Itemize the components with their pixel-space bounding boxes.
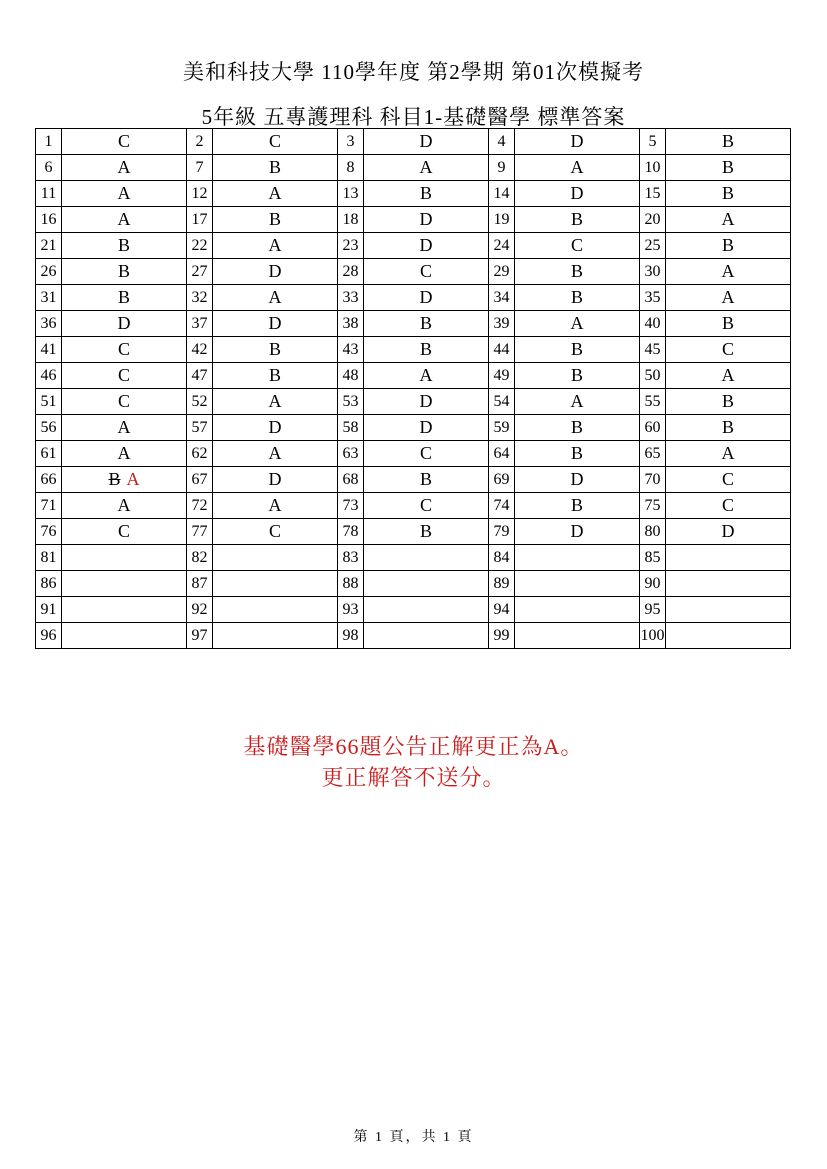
question-number-cell: 45 <box>640 337 666 363</box>
answer-cell: A <box>666 259 791 285</box>
answer-cell <box>62 571 187 597</box>
answer-cell: D <box>213 311 338 337</box>
question-number-cell: 72 <box>187 493 213 519</box>
answer-cell: A <box>515 311 640 337</box>
question-number-cell: 13 <box>338 181 364 207</box>
answer-cell: D <box>364 389 489 415</box>
question-number-cell: 26 <box>36 259 62 285</box>
answer-cell: D <box>364 233 489 259</box>
answer-cell: B <box>666 129 791 155</box>
question-number-cell: 48 <box>338 363 364 389</box>
answer-cell: A <box>666 207 791 233</box>
answer-cell: C <box>364 259 489 285</box>
question-number-cell: 95 <box>640 597 666 623</box>
question-number-cell: 86 <box>36 571 62 597</box>
question-number-cell: 9 <box>489 155 515 181</box>
question-number-cell: 64 <box>489 441 515 467</box>
answer-row <box>36 545 791 571</box>
question-number-cell: 88 <box>338 571 364 597</box>
answer-row <box>36 207 791 233</box>
question-number-cell: 53 <box>338 389 364 415</box>
question-number-cell: 83 <box>338 545 364 571</box>
question-number-cell: 33 <box>338 285 364 311</box>
answer-cell: A <box>515 389 640 415</box>
answer-cell: A <box>666 363 791 389</box>
document-title-line1: 美和科技大學 110學年度 第2學期 第01次模擬考 <box>183 60 644 84</box>
answer-cell: A <box>515 155 640 181</box>
answer-row <box>36 389 791 415</box>
question-number-cell: 22 <box>187 233 213 259</box>
question-number-cell: 3 <box>338 129 364 155</box>
answer-cell: D <box>364 207 489 233</box>
answer-cell: A <box>666 441 791 467</box>
answer-cell: D <box>364 129 489 155</box>
question-number-cell: 62 <box>187 441 213 467</box>
question-number-cell: 29 <box>489 259 515 285</box>
question-number-cell: 91 <box>36 597 62 623</box>
answer-cell: A <box>213 181 338 207</box>
question-number-cell: 99 <box>489 623 515 649</box>
question-number-cell: 23 <box>338 233 364 259</box>
answer-cell: D <box>62 311 187 337</box>
question-number-cell: 24 <box>489 233 515 259</box>
answer-row <box>36 467 791 493</box>
answer-cell: B <box>62 233 187 259</box>
question-number-cell: 90 <box>640 571 666 597</box>
question-number-cell: 81 <box>36 545 62 571</box>
question-number-cell: 79 <box>489 519 515 545</box>
question-number-cell: 17 <box>187 207 213 233</box>
answer-cell: C <box>364 441 489 467</box>
question-number-cell: 89 <box>489 571 515 597</box>
answer-row <box>36 181 791 207</box>
answer-cell: A <box>62 493 187 519</box>
question-number-cell: 63 <box>338 441 364 467</box>
question-number-cell: 97 <box>187 623 213 649</box>
question-number-cell: 66 <box>36 467 62 493</box>
question-number-cell: 6 <box>36 155 62 181</box>
correction-note-line: 更正解答不送分。 <box>321 765 506 790</box>
page-number-footer: 第 1 頁，共 1 頁 <box>353 1130 474 1145</box>
answer-cell: D <box>213 467 338 493</box>
question-number-cell: 12 <box>187 181 213 207</box>
question-number-cell: 37 <box>187 311 213 337</box>
question-number-cell: 67 <box>187 467 213 493</box>
answer-cell: A <box>213 493 338 519</box>
question-number-cell: 76 <box>36 519 62 545</box>
answer-cell: B <box>364 311 489 337</box>
answer-cell: B <box>666 155 791 181</box>
answer-row <box>36 233 791 259</box>
question-number-cell: 77 <box>187 519 213 545</box>
answer-cell: C <box>364 493 489 519</box>
question-number-cell: 27 <box>187 259 213 285</box>
answer-cell: A <box>666 285 791 311</box>
answer-cell <box>62 623 187 649</box>
answer-cell: C <box>62 363 187 389</box>
question-number-cell: 84 <box>489 545 515 571</box>
answer-cell: B <box>666 415 791 441</box>
question-number-cell: 46 <box>36 363 62 389</box>
answer-cell: D <box>515 129 640 155</box>
answer-cell: D <box>666 519 791 545</box>
question-number-cell: 54 <box>489 389 515 415</box>
answer-cell: B <box>213 207 338 233</box>
answer-row <box>36 597 791 623</box>
answer-cell: A <box>364 155 489 181</box>
question-number-cell: 35 <box>640 285 666 311</box>
question-number-cell: 40 <box>640 311 666 337</box>
question-number-cell: 69 <box>489 467 515 493</box>
answer-cell: A <box>62 415 187 441</box>
question-number-cell: 73 <box>338 493 364 519</box>
answer-cell: B <box>666 311 791 337</box>
answer-cell: B <box>213 155 338 181</box>
question-number-cell: 8 <box>338 155 364 181</box>
answer-cell: C <box>666 493 791 519</box>
question-number-cell: 58 <box>338 415 364 441</box>
answer-cell: A <box>62 155 187 181</box>
answer-row <box>36 129 791 155</box>
question-number-cell: 5 <box>640 129 666 155</box>
answer-cell: A <box>62 441 187 467</box>
answer-cell: B <box>213 363 338 389</box>
answer-cell: A <box>213 233 338 259</box>
question-number-cell: 56 <box>36 415 62 441</box>
answer-cell: A <box>213 285 338 311</box>
question-number-cell: 11 <box>36 181 62 207</box>
answer-cell: D <box>515 181 640 207</box>
answer-row <box>36 415 791 441</box>
question-number-cell: 65 <box>640 441 666 467</box>
question-number-cell: 10 <box>640 155 666 181</box>
answer-cell: B <box>515 415 640 441</box>
question-number-cell: 36 <box>36 311 62 337</box>
document-title-line2: 5年級 五專護理科 科目1-基礎醫學 標準答案 <box>201 105 626 129</box>
answer-cell <box>666 571 791 597</box>
answer-cell <box>515 623 640 649</box>
question-number-cell: 75 <box>640 493 666 519</box>
answer-cell <box>364 545 489 571</box>
question-number-cell: 51 <box>36 389 62 415</box>
question-number-cell: 55 <box>640 389 666 415</box>
question-number-cell: 34 <box>489 285 515 311</box>
question-number-cell: 85 <box>640 545 666 571</box>
question-number-cell: 94 <box>489 597 515 623</box>
question-number-cell: 16 <box>36 207 62 233</box>
answer-cell: B <box>62 259 187 285</box>
answer-row <box>36 311 791 337</box>
question-number-cell: 68 <box>338 467 364 493</box>
question-number-cell: 44 <box>489 337 515 363</box>
question-number-cell: 19 <box>489 207 515 233</box>
question-number-cell: 96 <box>36 623 62 649</box>
answer-cell <box>213 597 338 623</box>
question-number-cell: 28 <box>338 259 364 285</box>
answer-cell: B <box>364 519 489 545</box>
answer-cell <box>62 597 187 623</box>
question-number-cell: 87 <box>187 571 213 597</box>
answer-row <box>36 155 791 181</box>
answer-cell: B <box>364 181 489 207</box>
question-number-cell: 15 <box>640 181 666 207</box>
question-number-cell: 25 <box>640 233 666 259</box>
original-answer-struck: B <box>108 469 121 489</box>
answer-cell: C <box>666 337 791 363</box>
answer-cell <box>364 571 489 597</box>
question-number-cell: 70 <box>640 467 666 493</box>
answer-cell: B <box>666 181 791 207</box>
question-number-cell: 61 <box>36 441 62 467</box>
answer-row <box>36 337 791 363</box>
question-number-cell: 39 <box>489 311 515 337</box>
question-number-cell: 18 <box>338 207 364 233</box>
correction-note <box>0 731 827 793</box>
answer-cell <box>364 623 489 649</box>
question-number-cell: 82 <box>187 545 213 571</box>
answer-cell <box>364 597 489 623</box>
answer-cell: C <box>62 129 187 155</box>
question-number-cell: 92 <box>187 597 213 623</box>
question-number-cell: 57 <box>187 415 213 441</box>
answer-cell <box>213 571 338 597</box>
answer-cell: B <box>515 285 640 311</box>
question-number-cell: 74 <box>489 493 515 519</box>
answer-cell: A <box>213 441 338 467</box>
question-number-cell: 78 <box>338 519 364 545</box>
question-number-cell: 59 <box>489 415 515 441</box>
answer-cell <box>515 597 640 623</box>
question-number-cell: 21 <box>36 233 62 259</box>
question-number-cell: 20 <box>640 207 666 233</box>
answer-table <box>35 128 791 649</box>
answer-cell: C <box>213 129 338 155</box>
question-number-cell: 98 <box>338 623 364 649</box>
answer-cell <box>213 623 338 649</box>
answer-row <box>36 285 791 311</box>
answer-cell: A <box>62 181 187 207</box>
question-number-cell: 93 <box>338 597 364 623</box>
answer-cell <box>62 467 187 493</box>
answer-cell: B <box>666 389 791 415</box>
question-number-cell: 49 <box>489 363 515 389</box>
question-number-cell: 32 <box>187 285 213 311</box>
answer-cell: B <box>213 337 338 363</box>
question-number-cell: 100 <box>640 623 666 649</box>
question-number-cell: 1 <box>36 129 62 155</box>
answer-cell <box>62 545 187 571</box>
answer-cell: A <box>62 207 187 233</box>
question-number-cell: 7 <box>187 155 213 181</box>
question-number-cell: 2 <box>187 129 213 155</box>
answer-table-body <box>36 129 791 649</box>
answer-cell: D <box>515 467 640 493</box>
question-number-cell: 14 <box>489 181 515 207</box>
answer-cell: C <box>666 467 791 493</box>
answer-cell: B <box>515 337 640 363</box>
answer-row <box>36 519 791 545</box>
answer-cell: C <box>515 233 640 259</box>
answer-row <box>36 441 791 467</box>
answer-row <box>36 493 791 519</box>
answer-cell: B <box>515 207 640 233</box>
answer-cell <box>666 623 791 649</box>
answer-cell: B <box>364 337 489 363</box>
answer-row <box>36 571 791 597</box>
answer-cell: C <box>62 337 187 363</box>
answer-cell: B <box>515 363 640 389</box>
answer-cell: A <box>213 389 338 415</box>
answer-cell: A <box>364 363 489 389</box>
answer-cell: B <box>515 493 640 519</box>
question-number-cell: 41 <box>36 337 62 363</box>
question-number-cell: 80 <box>640 519 666 545</box>
answer-cell <box>666 545 791 571</box>
question-number-cell: 50 <box>640 363 666 389</box>
answer-cell: C <box>62 389 187 415</box>
answer-row <box>36 259 791 285</box>
answer-row <box>36 363 791 389</box>
correction-note-line: 基礎醫學66題公告正解更正為A。 <box>243 734 584 759</box>
answer-cell <box>213 545 338 571</box>
question-number-cell: 31 <box>36 285 62 311</box>
question-number-cell: 47 <box>187 363 213 389</box>
answer-cell: D <box>213 415 338 441</box>
answer-row <box>36 623 791 649</box>
question-number-cell: 71 <box>36 493 62 519</box>
answer-cell: B <box>62 285 187 311</box>
answer-cell <box>515 545 640 571</box>
answer-cell: D <box>213 259 338 285</box>
answer-cell: B <box>515 259 640 285</box>
answer-cell: C <box>62 519 187 545</box>
corrected-answer: A <box>126 469 140 489</box>
question-number-cell: 60 <box>640 415 666 441</box>
question-number-cell: 42 <box>187 337 213 363</box>
answer-cell: B <box>515 441 640 467</box>
answer-cell: D <box>364 285 489 311</box>
question-number-cell: 30 <box>640 259 666 285</box>
question-number-cell: 43 <box>338 337 364 363</box>
answer-cell <box>666 597 791 623</box>
answer-cell <box>515 571 640 597</box>
question-number-cell: 52 <box>187 389 213 415</box>
answer-cell: D <box>515 519 640 545</box>
answer-cell: B <box>666 233 791 259</box>
question-number-cell: 4 <box>489 129 515 155</box>
answer-cell: D <box>364 415 489 441</box>
question-number-cell: 38 <box>338 311 364 337</box>
answer-cell: C <box>213 519 338 545</box>
answer-cell: B <box>364 467 489 493</box>
